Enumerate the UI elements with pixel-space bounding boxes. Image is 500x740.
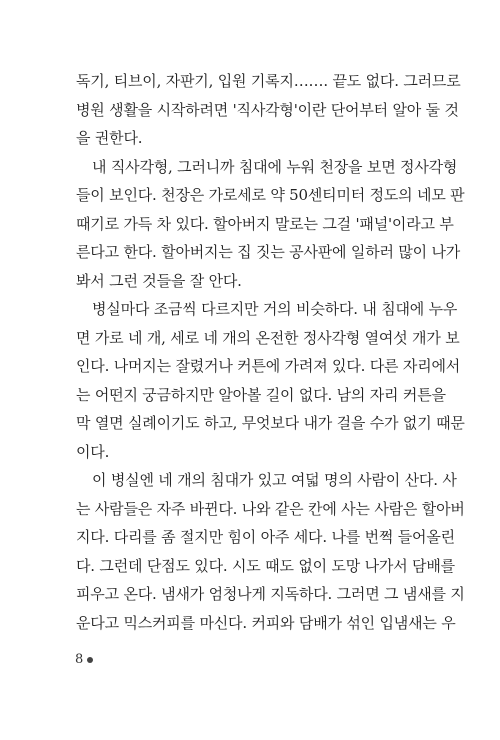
text-line: 는 어떤지 궁금하지만 알아볼 길이 없다. 남의 자리 커튼을 bbox=[76, 385, 446, 404]
text-line: 인다. 나머지는 잘렸거나 커튼에 가려져 있다. 다른 자리에서 bbox=[76, 357, 461, 375]
text-line: 봐서 그런 것들을 잘 안다. bbox=[76, 271, 242, 290]
text-line: 운다고 믹스커피를 마신다. 커피와 담배가 섞인 입냄새는 우 bbox=[76, 613, 456, 632]
text-line: 병원 생활을 시작하려면 '직사각형'이란 단어부터 알아 둘 것 bbox=[76, 100, 459, 119]
text-line: 내 직사각형, 그러니까 침대에 누워 천장을 보면 정사각형 bbox=[92, 157, 458, 176]
page-number-text: 8 bbox=[75, 652, 84, 667]
text-line: 이다. bbox=[76, 442, 110, 461]
text-line: 독기, 티브이, 자판기, 입원 기록지……. 끝도 없다. 그러므로 bbox=[76, 72, 461, 90]
text-line: 이 병실엔 네 개의 침대가 있고 여덟 명의 사람이 산다. 사 bbox=[92, 471, 457, 489]
text-line: 막 열면 실례이기도 하고, 무엇보다 내가 걸을 수가 없기 때문 bbox=[76, 414, 465, 432]
text-line: 는 사람들은 자주 바뀐다. 나와 같은 칸에 사는 사람은 할아버 bbox=[76, 499, 465, 518]
text-line: 른다고 한다. 할아버지는 집 짓는 공사판에 일하러 많이 나가 bbox=[76, 243, 461, 261]
page-number bbox=[75, 652, 93, 668]
text-line: 들이 보인다. 천장은 가로세로 약 50센티미터 정도의 네모 판 bbox=[76, 186, 465, 204]
text-line: 병실마다 조금씩 다르지만 거의 비슷하다. 내 침대에 누우 bbox=[92, 300, 458, 318]
text-line: 피우고 온다. 냄새가 엄청나게 지독하다. 그러면 그 냄새를 지 bbox=[76, 585, 465, 603]
text-line: 다. 그런데 단점도 있다. 시도 때도 없이 도망 나가서 담배를 bbox=[76, 556, 455, 575]
text-line: 면 가로 네 개, 세로 네 개의 온전한 정사각형 열여섯 개가 보 bbox=[76, 328, 460, 347]
text-line: 때기로 가득 차 있다. 할아버지 말로는 그걸 '패널'이라고 부 bbox=[76, 214, 454, 233]
bullet-dot-icon bbox=[87, 657, 93, 663]
text-line: 지다. 다리를 좀 절지만 힘이 아주 세다. 나를 번쩍 들어올린 bbox=[76, 528, 455, 546]
text-line: 을 권한다. bbox=[76, 129, 143, 147]
